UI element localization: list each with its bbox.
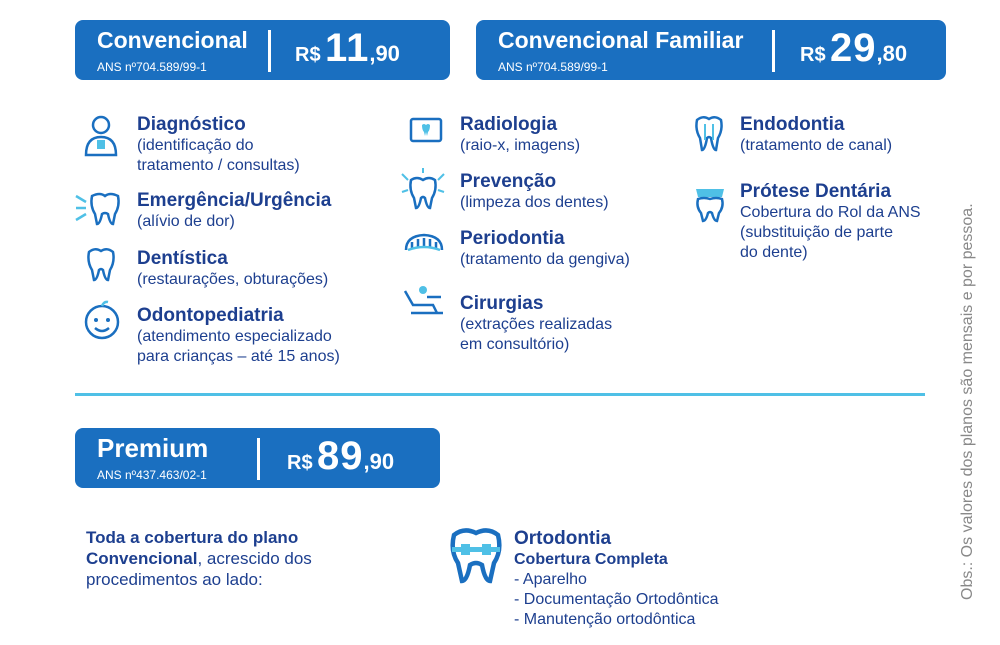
dentist-person-icon: [82, 115, 120, 157]
coverage-desc: do dente): [740, 244, 808, 261]
plan-price: [287, 434, 394, 479]
price-integer: 89: [317, 434, 364, 478]
gum-icon: [404, 232, 444, 252]
price-decimal: ,80: [876, 41, 908, 66]
coverage-title: Radiologia: [460, 114, 558, 135]
coverage-title: Emergência/Urgência: [137, 190, 332, 211]
intro-plan-name: Convencional: [86, 549, 198, 568]
intro-line1: Toda a cobertura do plano: [86, 528, 299, 547]
coverage-title: Diagnóstico: [137, 114, 246, 135]
ortodontia-item: - Manutenção ortodôntica: [514, 611, 696, 628]
coverage-title: Periodontia: [460, 228, 565, 249]
coverage-desc: tratamento / consultas): [137, 157, 300, 174]
coverage-title: Ortodontia: [514, 528, 612, 549]
price-integer: 11: [325, 26, 370, 70]
currency: R$: [287, 452, 313, 474]
coverage-title: Odontopediatria: [137, 305, 284, 326]
child-face-icon: [82, 298, 122, 342]
prosthesis-icon: [694, 185, 726, 223]
premium-intro: [86, 527, 312, 590]
price-decimal: ,90: [369, 41, 400, 66]
tooth-icon: [86, 246, 116, 282]
coverage-dentistica: [137, 248, 328, 290]
coverage-odontopediatria: [137, 305, 340, 367]
braces-tooth-icon: [448, 525, 504, 585]
coverage-title: Prevenção: [460, 171, 557, 192]
coverage-desc: em consultório): [460, 336, 570, 353]
plan-name: Convencional: [97, 27, 248, 53]
plan-price: [295, 26, 400, 71]
currency: R$: [295, 44, 321, 66]
xray-icon: [409, 117, 443, 143]
coverage-desc: (limpeza dos dentes): [460, 194, 609, 211]
price-note: Obs.: Os valores dos planos são mensais e por pessoa.: [959, 203, 976, 600]
coverage-desc: (alívio de dor): [137, 213, 235, 230]
coverage-endodontia: [740, 114, 892, 156]
coverage-desc: (raio-x, imagens): [460, 137, 581, 154]
coverage-desc: (extrações realizadas: [460, 316, 613, 333]
coverage-desc: Cobertura do Rol da ANS: [740, 204, 921, 221]
section-divider: [75, 393, 925, 396]
clean-tooth-icon: [400, 168, 446, 210]
coverage-cirurgias: [460, 293, 612, 355]
plan-ans-number: ANS nº437.463/02-1: [97, 468, 207, 482]
currency: R$: [800, 44, 826, 66]
coverage-title: Prótese Dentária: [740, 181, 892, 202]
intro-line3: procedimentos ao lado:: [86, 570, 263, 589]
coverage-title: Dentística: [137, 248, 228, 269]
price-integer: 29: [830, 26, 877, 70]
coverage-subtitle: Cobertura Completa: [514, 551, 668, 568]
ortodontia-item: - Aparelho: [514, 571, 587, 588]
tooth-pain-icon: [74, 190, 122, 226]
separator: [268, 30, 271, 72]
separator: [772, 30, 775, 72]
coverage-diagnostico: [137, 114, 300, 176]
price-decimal: ,90: [363, 449, 395, 474]
plan-ans-number: ANS nº704.589/99-1: [97, 60, 207, 74]
plan-name: Convencional Familiar: [498, 27, 744, 53]
plan-ans-number: ANS nº704.589/99-1: [498, 60, 608, 74]
coverage-prevencao: [460, 171, 609, 213]
coverage-periodontia: [460, 228, 630, 270]
coverage-title: Cirurgias: [460, 293, 544, 314]
intro-line2: , acrescido dos: [197, 549, 312, 568]
coverage-emergencia: [137, 190, 331, 232]
coverage-radiologia: [460, 114, 580, 156]
coverage-desc: (tratamento de canal): [740, 137, 893, 154]
coverage-desc: (substituição de parte: [740, 224, 893, 241]
plan-convencional-header: [75, 20, 450, 80]
root-canal-icon: [694, 114, 724, 152]
plan-name: Premium: [97, 433, 209, 463]
ortodontia-item: - Documentação Ortodôntica: [514, 591, 719, 608]
coverage-ortodontia: [514, 528, 719, 630]
plan-familiar-header: [476, 20, 946, 80]
coverage-desc: (restaurações, obturações): [137, 271, 329, 288]
coverage-protese: [740, 181, 921, 263]
separator: [257, 438, 260, 480]
dental-chair-icon: [403, 285, 445, 319]
plan-premium-header: [75, 428, 440, 488]
coverage-desc: (identificação do: [137, 137, 254, 154]
coverage-title: Endodontia: [740, 114, 845, 135]
coverage-desc: para crianças – até 15 anos): [137, 348, 340, 365]
coverage-desc: (tratamento da gengiva): [460, 251, 630, 268]
coverage-desc: (atendimento especializado: [137, 328, 332, 345]
plan-price: [800, 26, 907, 71]
